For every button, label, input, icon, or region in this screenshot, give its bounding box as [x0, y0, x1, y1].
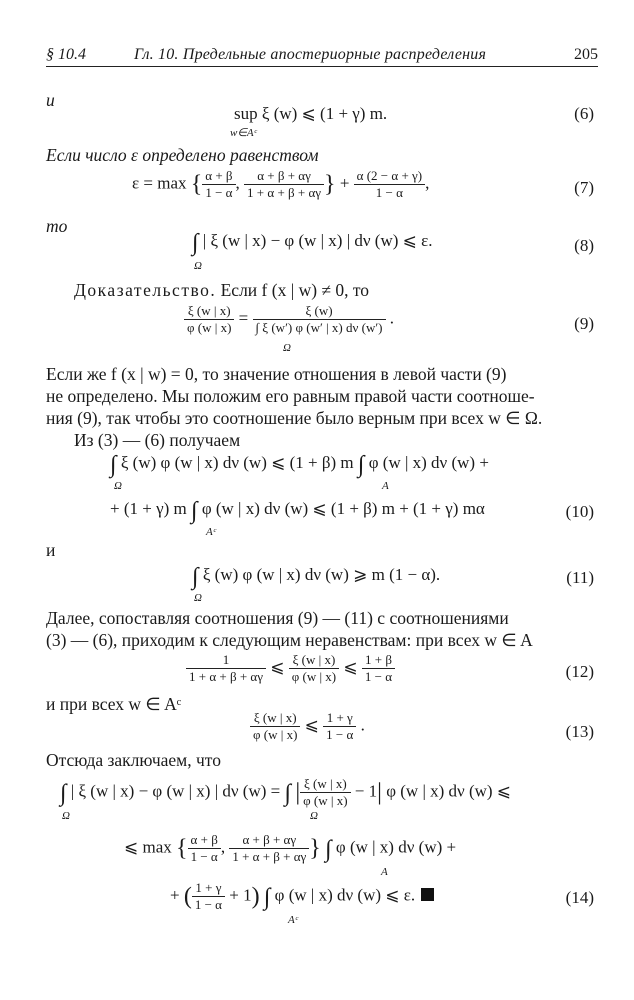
- eq12-frac1-den: 1 + α + β + αγ: [186, 668, 266, 685]
- text-then: то: [46, 216, 68, 236]
- right-brace: }: [309, 835, 321, 862]
- paragraph-line: Далее, сопоставляя соотношения (9) — (11) с соотношениями: [46, 608, 509, 628]
- eq10-line2-a: + (1 + γ) m: [110, 499, 187, 518]
- eq7-frac1-den: 1 − α: [202, 184, 235, 201]
- abs-bar-left: |: [295, 779, 301, 806]
- equation-6-number: (6): [574, 104, 594, 123]
- equation-12-number: (12): [565, 662, 594, 681]
- epsilon-definition-text: Если число ε определено равенством: [46, 145, 319, 165]
- eq12-frac2-num: ξ (w | x): [292, 652, 336, 667]
- eq13-frac1-num: ξ (w | x): [253, 710, 297, 725]
- eq14-l3-den: 1 − α: [192, 896, 225, 913]
- integral-sign: ∫: [284, 780, 292, 807]
- eq14-l2-f2-den: 1 + α + β + αγ: [229, 848, 309, 865]
- text-and: и: [46, 90, 55, 110]
- integral-sign: ∫: [263, 884, 271, 911]
- eq10-line1-a: ξ (w) φ (w | x) dν (w) ⩽ (1 + β) m: [120, 453, 354, 472]
- eq7-plus: +: [339, 173, 350, 193]
- equation-13: $\frac{\xi (w | x)}{\varphi (w | x)}$ ⩽ $\frac{1 + \gamma}{1 - \alpha}$ .: [250, 710, 365, 743]
- paragraph-line: Если же f (x | w) = 0, то значение отношения в левой части (9): [46, 364, 507, 384]
- proof-text: Если f (x | w) ≠ 0, то: [220, 280, 370, 300]
- equation-14-number: (14): [565, 888, 594, 907]
- equation-13-number: (13): [565, 722, 594, 741]
- eq12-frac3-num: 1 + β: [364, 652, 392, 667]
- eq14-l1-num: ξ (w | x): [303, 776, 347, 791]
- eq14-l2-f1-den: 1 − α: [188, 848, 221, 865]
- paragraph-line: ния (9), так чтобы это соотношение было верным при всех w ∈ Ω.: [46, 408, 543, 428]
- equation-8-number: (8): [574, 236, 594, 255]
- eq7-frac1-num: α + β: [205, 168, 233, 183]
- eq13-frac2-den: 1 − α: [323, 726, 356, 743]
- section-number: § 10.4: [46, 46, 86, 63]
- right-paren: ): [251, 883, 260, 910]
- eq10-sub-omega: Ω: [114, 480, 122, 492]
- left-paren: (: [183, 883, 192, 910]
- chapter-title: Гл. 10. Предельные апостериорные распределения: [134, 46, 487, 63]
- equation-11-sub: Ω: [194, 592, 202, 604]
- eq14-l1-c: φ (w | x) dν (w) ⩽: [386, 781, 512, 801]
- eq14-l3-sub-ac: Aᶜ: [288, 914, 298, 926]
- eq14-l3-a: +: [170, 885, 180, 905]
- eq14-l1-a: | ξ (w | x) − φ (w | x) | dν (w) =: [70, 781, 281, 801]
- eq14-l2-a: ⩽ max: [124, 837, 172, 857]
- qed-square-icon: [421, 888, 434, 901]
- equation-11-expr: ξ (w) φ (w | x) dν (w) ⩾ m (1 − α).: [202, 565, 441, 584]
- equation-6-sub: w∈Aᶜ: [230, 127, 257, 139]
- integral-sign: ∫: [357, 452, 365, 478]
- eq13-frac2-num: 1 + γ: [326, 710, 353, 725]
- paragraph-line: не определено. Мы положим его равным правой части соотноше-: [46, 386, 535, 406]
- eq9-lhs-den: φ (w | x): [184, 319, 234, 336]
- for-all-ac-text: и при всех w ∈ Aᶜ: [46, 694, 182, 714]
- eq14-l2-f1-num: α + β: [190, 832, 218, 847]
- eq14-l1-den: φ (w | x): [300, 792, 350, 809]
- text-and-2: и: [46, 540, 56, 560]
- integral-sign: ∫: [110, 452, 117, 478]
- equation-12: $\frac{1}{1 + \alpha + \beta + \alpha\gamma}$ ⩽ $\frac{\xi (w | x)}{\varphi (w | x)}$ ⩽ $\frac{1 + \beta}{1 - \alpha}$: [186, 652, 395, 685]
- equation-10-number: (10): [565, 502, 594, 521]
- eq14-l2-b: φ (w | x) dν (w) +: [335, 837, 457, 857]
- eq14-l1-sub-omega-a: Ω: [62, 810, 70, 822]
- conclude-text: Отсюда заключаем, что: [46, 750, 221, 770]
- eq12-frac3-den: 1 − α: [362, 668, 395, 685]
- right-brace: }: [324, 171, 336, 198]
- equation-11: [192, 564, 440, 591]
- eq14-l3-num: 1 + γ: [195, 880, 222, 895]
- eq9-rhs-num: ξ (w): [305, 303, 333, 318]
- eq9-rhs-den: ∫ ξ (w′) φ (w′ | x) dν (w′): [253, 319, 386, 336]
- abs-bar-right: |: [377, 779, 382, 806]
- running-header: [46, 44, 598, 67]
- equation-7-number: (7): [574, 178, 594, 197]
- proof-line: [74, 280, 369, 301]
- equation-8: [192, 230, 433, 257]
- eq7-frac2-den: 1 + α + β + αγ: [244, 184, 324, 201]
- integral-sign: ∫: [192, 564, 199, 590]
- equation-9-number: (9): [574, 314, 594, 333]
- eq7-frac3-den: 1 − α: [354, 184, 425, 201]
- equation-6: [234, 104, 387, 124]
- eq12-frac2-den: φ (w | x): [289, 668, 339, 685]
- eq9-lhs-num: ξ (w | x): [187, 303, 231, 318]
- equation-14-line-1: [60, 776, 511, 809]
- integral-sign: ∫: [60, 780, 67, 807]
- equation-6-expr: sup ξ (w) ⩽ (1 + γ) m.: [234, 104, 388, 123]
- eq14-l2-f2-num: α + β + αγ: [242, 832, 297, 847]
- eq12-frac1-num: 1: [222, 652, 230, 667]
- equation-10-line-2: [110, 498, 485, 525]
- paragraph-line: Из (3) — (6) получаем: [74, 430, 241, 450]
- equation-7-lhs: ε = max: [132, 173, 187, 193]
- eq7-frac2-num: α + β + αγ: [257, 168, 311, 183]
- proof-label: Доказательство.: [74, 280, 217, 300]
- equation-8-expr: | ξ (w | x) − φ (w | x) | dν (w) ⩽ ε.: [202, 231, 433, 250]
- integral-sign: ∫: [192, 230, 199, 256]
- left-brace: {: [176, 835, 188, 862]
- eq14-l2-sub-a: A: [381, 866, 388, 878]
- eq7-frac3-num: α (2 − α + γ): [356, 168, 423, 183]
- eq14-l1-b: − 1: [354, 781, 378, 801]
- eq14-l1-sub-omega-b: Ω: [310, 810, 318, 822]
- integral-sign: ∫: [325, 836, 332, 863]
- equation-14-line-2: ⩽ max { $\frac{\alpha + \beta}{1 - \alpha}$ , $\frac{\alpha + \beta + \alpha\gamma}{1 + \alpha + \beta + \alpha\gamma}$ } ∫ φ (w | x) dν (w) +: [124, 832, 457, 864]
- eq10-line1-b: φ (w | x) dν (w) +: [368, 453, 489, 472]
- eq14-l3-b: + 1: [229, 885, 252, 905]
- equation-9: $\frac{\xi (w | x)}{\varphi (w | x)}$ = $\frac{\xi (w)}{\int \xi (w') \varphi (w' | x) d\nu (w')}$ .: [184, 303, 394, 336]
- equation-10-line-1: [110, 452, 489, 479]
- equation-9-sub: Ω: [283, 342, 291, 354]
- equation-7: ε = max { $\frac{\alpha + \beta}{1 - \alpha}$ , $\frac{\alpha + \beta + \alpha\gamma}{1 + \alpha + \beta + \alpha\gamma}$ } + $\frac{\alpha (2 - \alpha + \gamma)}{1 - \alpha}$ ,: [132, 168, 430, 200]
- eq10-sub-ac: Aᶜ: [206, 526, 216, 538]
- equation-11-number: (11): [566, 568, 594, 587]
- eq13-frac1-den: φ (w | x): [250, 726, 300, 743]
- eq14-l3-c: φ (w | x) dν (w) ⩽ ε.: [274, 885, 416, 905]
- integral-sign: ∫: [190, 498, 198, 524]
- equation-8-sub: Ω: [194, 260, 202, 272]
- equation-14-line-3: [170, 880, 434, 913]
- left-brace: {: [190, 171, 203, 198]
- eq10-line2-b: φ (w | x) dν (w) ⩽ (1 + β) m + (1 + γ) mα: [201, 499, 485, 518]
- paragraph-line: (3) — (6), приходим к следующим неравенствам: при всех w ∈ A: [46, 630, 533, 650]
- page-number: 205: [574, 46, 598, 63]
- eq10-sub-a: A: [382, 480, 389, 492]
